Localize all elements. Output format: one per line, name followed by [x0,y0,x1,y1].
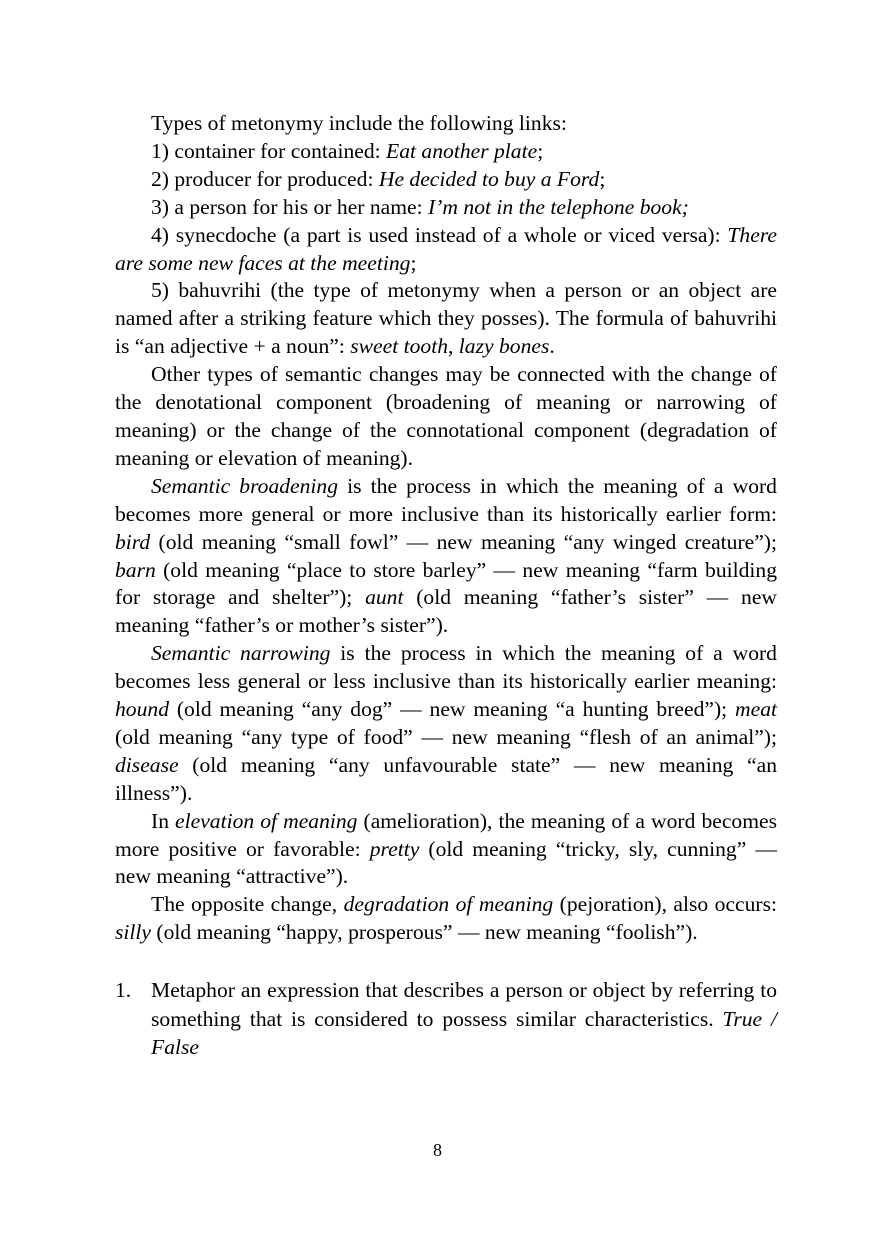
item-punct: ; [537,138,544,163]
example-word: aunt [365,585,404,610]
item-punct: ; [599,166,606,191]
question-text-block [151,976,777,1062]
body-text: (old meaning “any type of food” — new meaning “flesh of an animal”); [115,724,777,749]
body-text: In [151,808,176,833]
term: Semantic broadening [151,473,339,498]
degradation-paragraph [115,891,777,947]
metonymy-item-5 [115,277,777,361]
page-number: 8 [433,1140,442,1160]
body-text: (old meaning “any dog” — new meaning “a hunting breed”); [168,697,736,722]
example-word: meat [735,697,777,722]
body-text: (old meaning “father’s sister” — new meaning “father’s or mother’s sister”). [115,585,778,638]
body-text: (old meaning “happy, prosperous” — new meaning “foolish”). [151,920,698,945]
item-example: sweet tooth, lazy bones [350,334,550,359]
body-text: (pejoration), also occurs: [553,892,777,917]
quiz-question-1 [115,976,777,1062]
item-example: There are some new faces at the meeting [115,222,777,275]
elevation-paragraph [115,808,777,892]
item-text: 3) a person for his or her name: [151,194,429,219]
term: Semantic narrowing [151,641,331,666]
item-text: 5) bahuvrihi (the type of metonymy when a person or an object are named after a striking feature which they posses). The formula of bahuvrihi is “an adjective + a noun”: [115,278,777,359]
metonymy-item-4 [115,222,777,278]
example-word: pretty [369,836,420,861]
item-example: Eat another plate [386,138,538,163]
narrowing-paragraph [115,640,777,807]
metonymy-item-3 [115,194,777,222]
broadening-paragraph [115,473,777,640]
item-text: 1) container for contained: [151,138,387,163]
body-text: The opposite change, [151,892,344,917]
other-text: Other types of semantic changes may be connected with the change of the denotational component (broadening of meaning or narrowing of meaning) or the change of the connotational component (degradation of meaning or elevation of meaning). [115,362,777,470]
item-punct: ; [410,250,417,275]
item-punct: . [549,334,555,359]
question-text: Metaphor an expression that describes a person or object by referring to something that is considered to possess similar characteristics. [151,978,777,1031]
question-number: 1. [115,978,132,1003]
example-word: silly [115,920,151,945]
example-word: hound [115,697,169,722]
other-types-paragraph [115,361,777,473]
item-text: 2) producer for produced: [151,166,379,191]
example-word: barn [115,557,156,582]
body-text: (old meaning “small fowl” — new meaning “any winged creature”); [150,529,777,554]
body-text: is the process in which the meaning of a word becomes less general or less inclusive than its historically earlier meaning: [115,641,777,694]
intro-paragraph [115,110,777,138]
item-example: He decided to buy a Ford [378,166,600,191]
metonymy-item-2 [115,166,777,194]
body-text: is the process in which the meaning of a word becomes more general or more inclusive than its historically earlier form: [115,473,777,526]
example-word: bird [115,529,151,554]
body-text: (old meaning “place to store barley” — new meaning “farm building for storage and shelter”); [115,557,777,610]
body-text: (amelioration), the meaning of a word becomes more positive or favorable: [115,808,777,861]
item-text: 4) synecdoche (a part is used instead of a whole or viced versa): [151,222,728,247]
metonymy-item-1 [115,138,777,166]
body-text: (old meaning “tricky, sly, cunning” — new meaning “attractive”). [115,836,778,889]
example-word: disease [115,752,179,777]
body-text: (old meaning “any unfavourable state” — new meaning “an illness”). [115,752,777,805]
item-example: I’m not in the telephone book; [428,194,689,219]
true-false-options: True / False [151,1006,777,1060]
term: degradation of meaning [343,892,554,917]
page-body [115,110,777,1062]
intro-text: Types of metonymy include the following links: [151,111,567,135]
term: elevation of meaning [175,808,358,833]
